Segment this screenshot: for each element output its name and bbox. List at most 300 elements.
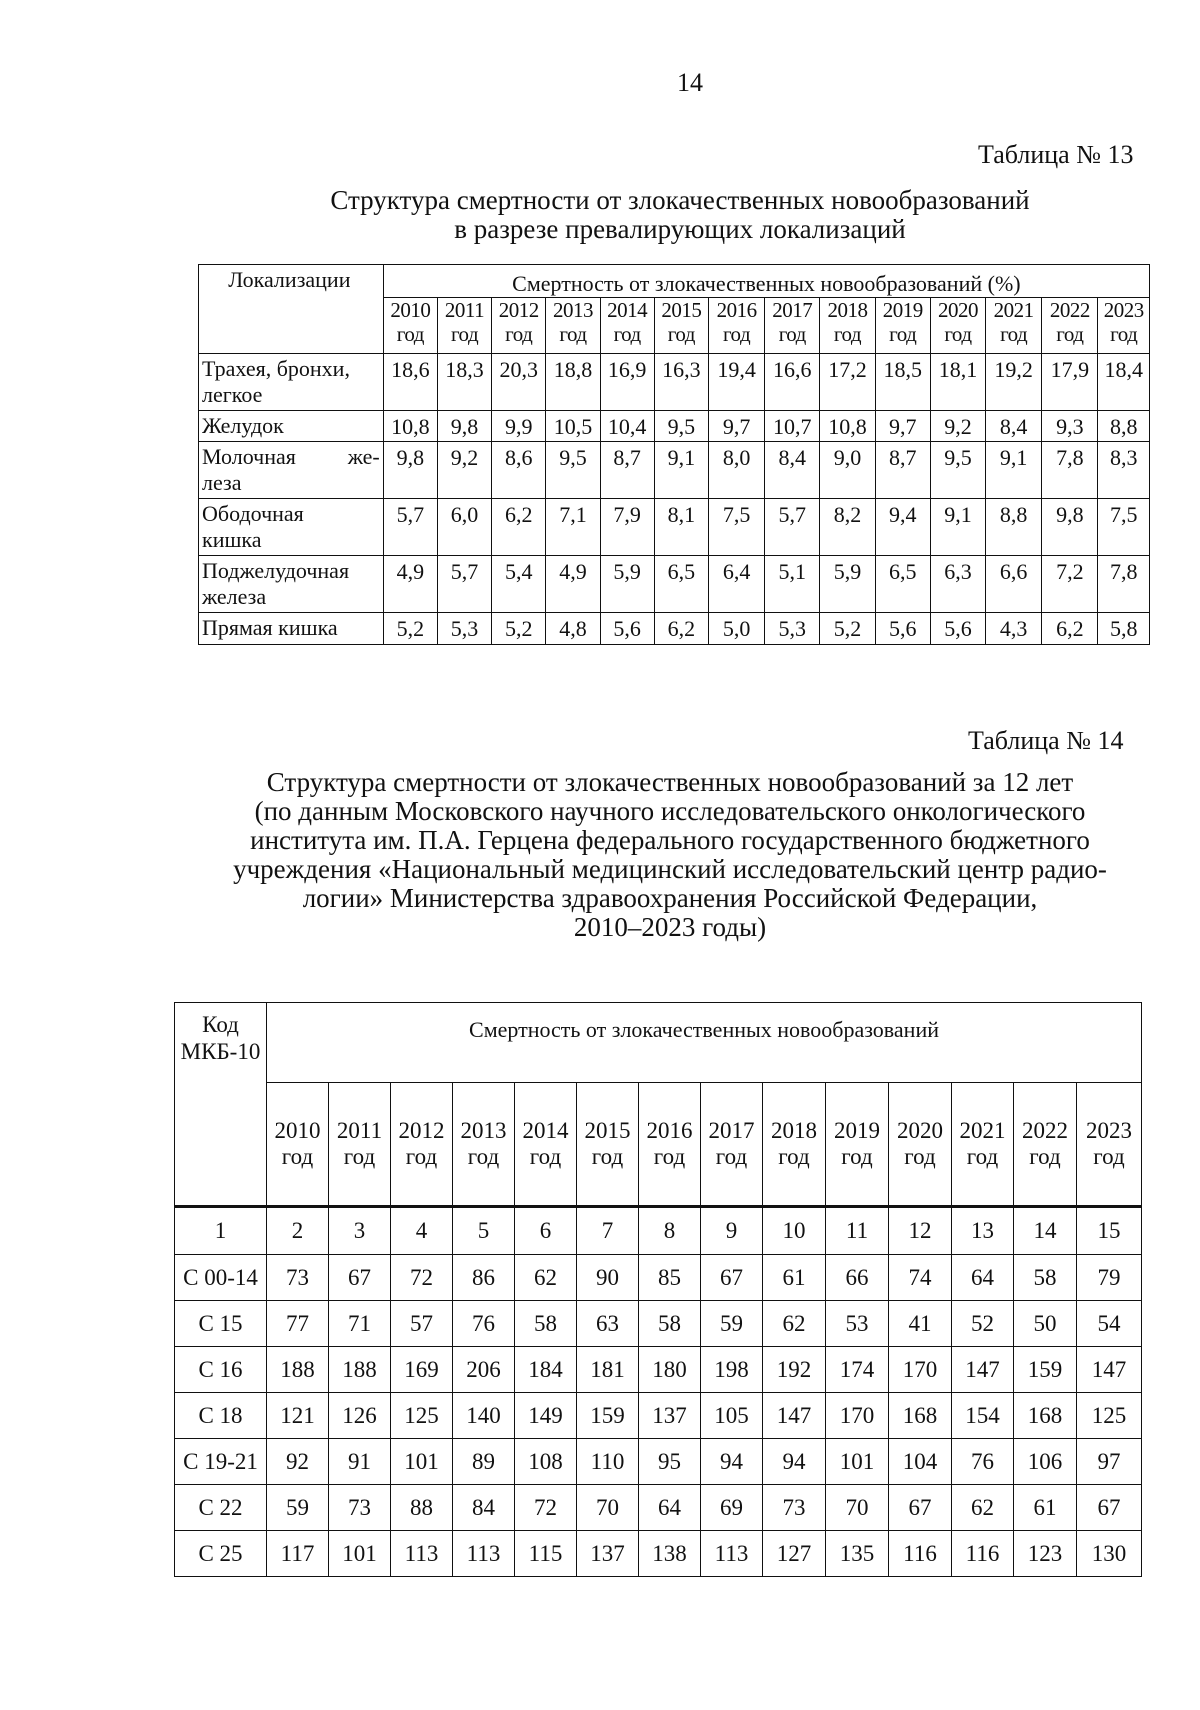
year-header xyxy=(930,298,985,354)
icd-code: С 19-21 xyxy=(175,1439,267,1485)
table-cell: 94 xyxy=(763,1439,826,1485)
table-cell: 18,5 xyxy=(875,354,930,411)
table-cell: 6,2 xyxy=(492,499,546,556)
table-cell: 8,8 xyxy=(986,499,1042,556)
table-cell: 61 xyxy=(763,1255,826,1301)
table-cell: 9,5 xyxy=(546,442,600,499)
table-cell: 61 xyxy=(1014,1485,1077,1531)
table-cell: 9,3 xyxy=(1042,411,1098,442)
year-value: 2023 xyxy=(1086,1118,1132,1143)
title-line: института им. П.А. Герцена федерального государственного бюджетного xyxy=(250,825,1090,855)
table-cell: 88 xyxy=(391,1485,453,1531)
table-cell: 6,5 xyxy=(654,556,708,613)
year-value: 2021 xyxy=(993,298,1034,322)
table-cell: 8,4 xyxy=(765,442,820,499)
table-cell: 85 xyxy=(639,1255,701,1301)
year-suffix: год xyxy=(841,1144,873,1169)
table-cell: 16,6 xyxy=(765,354,820,411)
year-suffix: год xyxy=(833,322,862,346)
table-cell: 9,2 xyxy=(930,411,985,442)
year-header xyxy=(708,298,764,354)
table-cell: 138 xyxy=(639,1531,701,1577)
year-header xyxy=(546,298,600,354)
table-cell: 5,7 xyxy=(383,499,437,556)
table-cell: 5,6 xyxy=(875,613,930,645)
year-value: 2022 xyxy=(1022,1118,1068,1143)
localization-header: Локализации xyxy=(199,265,384,354)
table-cell: 5,2 xyxy=(383,613,437,645)
year-suffix: год xyxy=(505,322,533,346)
table-cell: 18,4 xyxy=(1098,354,1150,411)
name-line: Прямая кишка xyxy=(202,615,338,640)
table-cell: 9,1 xyxy=(654,442,708,499)
localization-name xyxy=(199,499,384,556)
table-cell: 10,4 xyxy=(600,411,654,442)
column-number: 2 xyxy=(267,1207,329,1255)
table-cell: 135 xyxy=(826,1531,889,1577)
table-cell: 90 xyxy=(577,1255,639,1301)
table-row xyxy=(175,1301,1142,1347)
year-value: 2010 xyxy=(390,298,431,322)
year-suffix: год xyxy=(904,1144,936,1169)
column-number: 12 xyxy=(889,1207,952,1255)
year-suffix: год xyxy=(1110,322,1138,346)
table-cell: 154 xyxy=(952,1393,1014,1439)
table-row xyxy=(199,499,1150,556)
table-cell: 6,4 xyxy=(708,556,764,613)
table-cell: 18,3 xyxy=(437,354,491,411)
table-cell: 101 xyxy=(329,1531,391,1577)
mortality-header: Смертность от злокачественных новообразований (%) xyxy=(383,265,1149,298)
table-cell: 137 xyxy=(577,1531,639,1577)
table-cell: 8,7 xyxy=(600,442,654,499)
table-cell: 52 xyxy=(952,1301,1014,1347)
icd-code: С 15 xyxy=(175,1301,267,1347)
table-cell: 89 xyxy=(453,1439,515,1485)
table-row xyxy=(199,613,1150,645)
year-header xyxy=(577,1083,639,1207)
localization-name xyxy=(199,556,384,613)
year-suffix: год xyxy=(778,322,806,346)
year-header xyxy=(875,298,930,354)
localization-name xyxy=(199,442,384,499)
year-suffix: год xyxy=(529,1144,562,1169)
table-cell: 5,7 xyxy=(437,556,491,613)
year-value: 2011 xyxy=(336,1118,383,1143)
icd-code: С 18 xyxy=(175,1393,267,1439)
table-cell: 73 xyxy=(329,1485,391,1531)
column-number: 11 xyxy=(826,1207,889,1255)
year-suffix: год xyxy=(467,1144,500,1169)
year-value: 2011 xyxy=(444,298,485,322)
table-cell: 71 xyxy=(329,1301,391,1347)
year-header xyxy=(1014,1083,1077,1207)
table-cell: 57 xyxy=(391,1301,453,1347)
table-cell: 116 xyxy=(952,1531,1014,1577)
year-value: 2018 xyxy=(827,298,868,322)
table-cell: 121 xyxy=(267,1393,329,1439)
table-cell: 67 xyxy=(889,1485,952,1531)
column-number: 14 xyxy=(1014,1207,1077,1255)
table-cell: 18,6 xyxy=(383,354,437,411)
table-row xyxy=(175,1531,1142,1577)
table-cell: 8,1 xyxy=(654,499,708,556)
year-header xyxy=(763,1083,826,1207)
year-value: 2019 xyxy=(834,1118,880,1143)
table-cell: 188 xyxy=(267,1347,329,1393)
table-cell: 67 xyxy=(701,1255,763,1301)
table-cell: 127 xyxy=(763,1531,826,1577)
year-value: 2013 xyxy=(460,1118,507,1143)
table-cell: 50 xyxy=(1014,1301,1077,1347)
year-header xyxy=(515,1083,577,1207)
column-number: 1 xyxy=(175,1207,267,1255)
table-cell: 95 xyxy=(639,1439,701,1485)
table-cell: 7,5 xyxy=(1098,499,1150,556)
table-cell: 198 xyxy=(701,1347,763,1393)
table-cell: 6,3 xyxy=(930,556,985,613)
table-row xyxy=(175,1439,1142,1485)
table-cell: 77 xyxy=(267,1301,329,1347)
table-cell: 113 xyxy=(701,1531,763,1577)
table13 xyxy=(198,264,1150,645)
table-cell: 10,8 xyxy=(383,411,437,442)
table-cell: 5,6 xyxy=(930,613,985,645)
year-suffix: год xyxy=(613,322,641,346)
title-line: логии» Министерства здравоохранения Российской Федерации, xyxy=(302,883,1038,913)
table-cell: 180 xyxy=(639,1347,701,1393)
table-cell: 8,3 xyxy=(1098,442,1150,499)
year-header xyxy=(437,298,491,354)
name-line: Поджелудочная xyxy=(202,558,350,583)
table-cell: 149 xyxy=(515,1393,577,1439)
table-cell: 101 xyxy=(826,1439,889,1485)
table-cell: 72 xyxy=(515,1485,577,1531)
table-cell: 168 xyxy=(1014,1393,1077,1439)
column-number: 8 xyxy=(639,1207,701,1255)
table-cell: 9,4 xyxy=(875,499,930,556)
table-cell: 125 xyxy=(1077,1393,1142,1439)
column-number: 4 xyxy=(391,1207,453,1255)
table-cell: 5,3 xyxy=(437,613,491,645)
title-line: Структура смертности от злокачественных новообразований за 12 лет xyxy=(266,767,1074,797)
year-suffix: год xyxy=(281,1144,314,1169)
table-cell: 10,5 xyxy=(546,411,600,442)
year-value: 2018 xyxy=(771,1118,817,1143)
year-value: 2015 xyxy=(661,298,702,322)
year-value: 2020 xyxy=(937,298,978,322)
name-line: кишка xyxy=(202,527,262,552)
table-cell: 206 xyxy=(453,1347,515,1393)
title-line: учреждения «Национальный медицинский исследовательский центр радио- xyxy=(233,854,1107,884)
table-cell: 59 xyxy=(701,1301,763,1347)
table-cell: 188 xyxy=(329,1347,391,1393)
name-line: Молочная же- xyxy=(202,444,380,469)
table-cell: 41 xyxy=(889,1301,952,1347)
icd-code-header xyxy=(175,1003,267,1207)
table-cell: 130 xyxy=(1077,1531,1142,1577)
table-cell: 9,7 xyxy=(708,411,764,442)
table-cell: 67 xyxy=(1077,1485,1142,1531)
table-cell: 6,6 xyxy=(986,556,1042,613)
year-value: 2014 xyxy=(607,298,648,322)
table-cell: 9,8 xyxy=(1042,499,1098,556)
table-cell: 74 xyxy=(889,1255,952,1301)
table-cell: 69 xyxy=(701,1485,763,1531)
table-cell: 113 xyxy=(391,1531,453,1577)
title-line: (по данным Московского научного исследовательского онкологического xyxy=(254,796,1086,826)
table-cell: 8,2 xyxy=(820,499,875,556)
table-cell: 58 xyxy=(515,1301,577,1347)
table-row xyxy=(175,1485,1142,1531)
table-cell: 73 xyxy=(763,1485,826,1531)
icd-code: С 16 xyxy=(175,1347,267,1393)
table-cell: 7,8 xyxy=(1098,556,1150,613)
column-number: 5 xyxy=(453,1207,515,1255)
year-header xyxy=(492,298,546,354)
table-cell: 17,9 xyxy=(1042,354,1098,411)
icd-code: С 22 xyxy=(175,1485,267,1531)
table-cell: 174 xyxy=(826,1347,889,1393)
page-number: 14 xyxy=(677,68,703,97)
table-cell: 9,8 xyxy=(383,442,437,499)
year-suffix: год xyxy=(889,322,917,346)
table-cell: 126 xyxy=(329,1393,391,1439)
table-cell: 147 xyxy=(952,1347,1014,1393)
column-number: 9 xyxy=(701,1207,763,1255)
year-value: 2017 xyxy=(772,298,813,322)
table-cell: 147 xyxy=(1077,1347,1142,1393)
table-cell: 9,1 xyxy=(930,499,985,556)
table-cell: 92 xyxy=(267,1439,329,1485)
year-suffix: год xyxy=(343,1144,376,1169)
year-suffix: год xyxy=(1000,322,1028,346)
table-cell: 7,5 xyxy=(708,499,764,556)
table-cell: 9,1 xyxy=(986,442,1042,499)
year-suffix: год xyxy=(396,322,424,346)
table-cell: 105 xyxy=(701,1393,763,1439)
table-cell: 137 xyxy=(639,1393,701,1439)
table-cell: 9,7 xyxy=(875,411,930,442)
table-cell: 84 xyxy=(453,1485,515,1531)
year-header xyxy=(453,1083,515,1207)
name-line: легкое xyxy=(202,382,263,407)
year-value: 2017 xyxy=(708,1118,755,1143)
table-cell: 5,8 xyxy=(1098,613,1150,645)
year-header xyxy=(329,1083,391,1207)
year-header xyxy=(600,298,654,354)
name-line: Желудок xyxy=(202,413,284,438)
year-value: 2022 xyxy=(1049,298,1090,322)
table-cell: 181 xyxy=(577,1347,639,1393)
table-cell: 67 xyxy=(329,1255,391,1301)
table-row xyxy=(175,1255,1142,1301)
table-cell: 18,1 xyxy=(930,354,985,411)
table-cell: 19,4 xyxy=(708,354,764,411)
table-cell: 58 xyxy=(639,1301,701,1347)
year-suffix: год xyxy=(722,322,751,346)
year-value: 2023 xyxy=(1103,298,1144,322)
name-line: железа xyxy=(202,584,267,609)
table13-title xyxy=(0,186,1200,244)
table-cell: 66 xyxy=(826,1255,889,1301)
year-value: 2016 xyxy=(646,1118,693,1143)
table-cell: 17,2 xyxy=(820,354,875,411)
table-cell: 7,8 xyxy=(1042,442,1098,499)
table-cell: 62 xyxy=(952,1485,1014,1531)
column-number: 15 xyxy=(1077,1207,1142,1255)
table-cell: 5,7 xyxy=(765,499,820,556)
title-line: Структура смертности от злокачественных новообразований xyxy=(330,185,1030,215)
year-header xyxy=(952,1083,1014,1207)
year-suffix: год xyxy=(653,1144,686,1169)
table-cell: 9,0 xyxy=(820,442,875,499)
table-cell: 76 xyxy=(453,1301,515,1347)
table-cell: 4,3 xyxy=(986,613,1042,645)
year-suffix: год xyxy=(778,1144,810,1169)
table-row xyxy=(199,354,1150,411)
year-suffix: год xyxy=(966,1144,999,1169)
table-cell: 86 xyxy=(453,1255,515,1301)
table-cell: 159 xyxy=(1014,1347,1077,1393)
year-value: 2019 xyxy=(882,298,923,322)
year-header xyxy=(639,1083,701,1207)
table-cell: 125 xyxy=(391,1393,453,1439)
year-value: 2015 xyxy=(584,1118,631,1143)
year-value: 2021 xyxy=(959,1118,1006,1143)
table-cell: 9,8 xyxy=(437,411,491,442)
year-header xyxy=(391,1083,453,1207)
table-cell: 10,7 xyxy=(765,411,820,442)
table-row xyxy=(175,1393,1142,1439)
table13-label: Таблица № 13 xyxy=(978,140,1134,169)
year-header xyxy=(820,298,875,354)
table-cell: 4,9 xyxy=(546,556,600,613)
table-cell: 123 xyxy=(1014,1531,1077,1577)
table-cell: 91 xyxy=(329,1439,391,1485)
year-value: 2014 xyxy=(522,1118,569,1143)
table-cell: 6,0 xyxy=(437,499,491,556)
table-cell: 6,2 xyxy=(654,613,708,645)
table-cell: 62 xyxy=(763,1301,826,1347)
table-cell: 184 xyxy=(515,1347,577,1393)
year-header xyxy=(1042,298,1098,354)
table-cell: 8,6 xyxy=(492,442,546,499)
localization-name xyxy=(199,613,384,645)
table14-label: Таблица № 14 xyxy=(968,726,1124,755)
column-number: 3 xyxy=(329,1207,391,1255)
table-cell: 5,2 xyxy=(492,613,546,645)
table-cell: 9,2 xyxy=(437,442,491,499)
table-cell: 5,3 xyxy=(765,613,820,645)
year-header xyxy=(986,298,1042,354)
table-cell: 116 xyxy=(889,1531,952,1577)
table-cell: 10,8 xyxy=(820,411,875,442)
column-number: 10 xyxy=(763,1207,826,1255)
table-cell: 64 xyxy=(639,1485,701,1531)
mortality-header: Смертность от злокачественных новообразований xyxy=(267,1003,1142,1083)
table-cell: 20,3 xyxy=(492,354,546,411)
localization-name xyxy=(199,411,384,442)
table-cell: 7,9 xyxy=(600,499,654,556)
icd-code: С 25 xyxy=(175,1531,267,1577)
table-cell: 6,5 xyxy=(875,556,930,613)
table-cell: 70 xyxy=(826,1485,889,1531)
table-cell: 159 xyxy=(577,1393,639,1439)
name-line: Трахея, бронхи, xyxy=(202,356,350,381)
table-cell: 113 xyxy=(453,1531,515,1577)
title-line: 2010–2023 годы) xyxy=(573,912,767,942)
table-cell: 53 xyxy=(826,1301,889,1347)
table-cell: 115 xyxy=(515,1531,577,1577)
table-cell: 19,2 xyxy=(986,354,1042,411)
table-cell: 8,4 xyxy=(986,411,1042,442)
year-suffix: год xyxy=(715,1144,748,1169)
table-cell: 18,8 xyxy=(546,354,600,411)
table-cell: 5,1 xyxy=(765,556,820,613)
table-cell: 5,0 xyxy=(708,613,764,645)
year-suffix: год xyxy=(667,322,695,346)
table-cell: 168 xyxy=(889,1393,952,1439)
table-cell: 63 xyxy=(577,1301,639,1347)
table-cell: 147 xyxy=(763,1393,826,1439)
table-cell: 54 xyxy=(1077,1301,1142,1347)
table-cell: 72 xyxy=(391,1255,453,1301)
year-header xyxy=(889,1083,952,1207)
table-cell: 106 xyxy=(1014,1439,1077,1485)
table-cell: 9,9 xyxy=(492,411,546,442)
table-cell: 79 xyxy=(1077,1255,1142,1301)
table-cell: 104 xyxy=(889,1439,952,1485)
year-suffix: год xyxy=(559,322,587,346)
column-number: 13 xyxy=(952,1207,1014,1255)
table-cell: 9,5 xyxy=(654,411,708,442)
title-line: в разрезе превалирующих локализаций xyxy=(454,214,906,244)
table-row xyxy=(199,442,1150,499)
table-cell: 6,2 xyxy=(1042,613,1098,645)
table-cell: 140 xyxy=(453,1393,515,1439)
year-suffix: год xyxy=(1056,322,1084,346)
year-value: 2020 xyxy=(897,1118,943,1143)
year-header xyxy=(1077,1083,1142,1207)
year-header xyxy=(654,298,708,354)
year-value: 2012 xyxy=(398,1118,445,1143)
year-value: 2012 xyxy=(498,298,539,322)
column-number: 6 xyxy=(515,1207,577,1255)
year-header xyxy=(826,1083,889,1207)
table-cell: 7,1 xyxy=(546,499,600,556)
table-cell: 110 xyxy=(577,1439,639,1485)
table-cell: 70 xyxy=(577,1485,639,1531)
year-header xyxy=(267,1083,329,1207)
table-cell: 169 xyxy=(391,1347,453,1393)
name-line: леза xyxy=(202,470,242,495)
table-cell: 8,7 xyxy=(875,442,930,499)
table-cell: 8,0 xyxy=(708,442,764,499)
table-cell: 7,2 xyxy=(1042,556,1098,613)
table-cell: 108 xyxy=(515,1439,577,1485)
table-cell: 16,3 xyxy=(654,354,708,411)
table-cell: 64 xyxy=(952,1255,1014,1301)
table-cell: 170 xyxy=(826,1393,889,1439)
table-cell: 5,9 xyxy=(820,556,875,613)
table-row xyxy=(199,411,1150,442)
year-value: 2010 xyxy=(274,1118,321,1143)
year-header xyxy=(1098,298,1150,354)
table-cell: 5,4 xyxy=(492,556,546,613)
table14-title xyxy=(0,768,1200,942)
table-cell: 62 xyxy=(515,1255,577,1301)
